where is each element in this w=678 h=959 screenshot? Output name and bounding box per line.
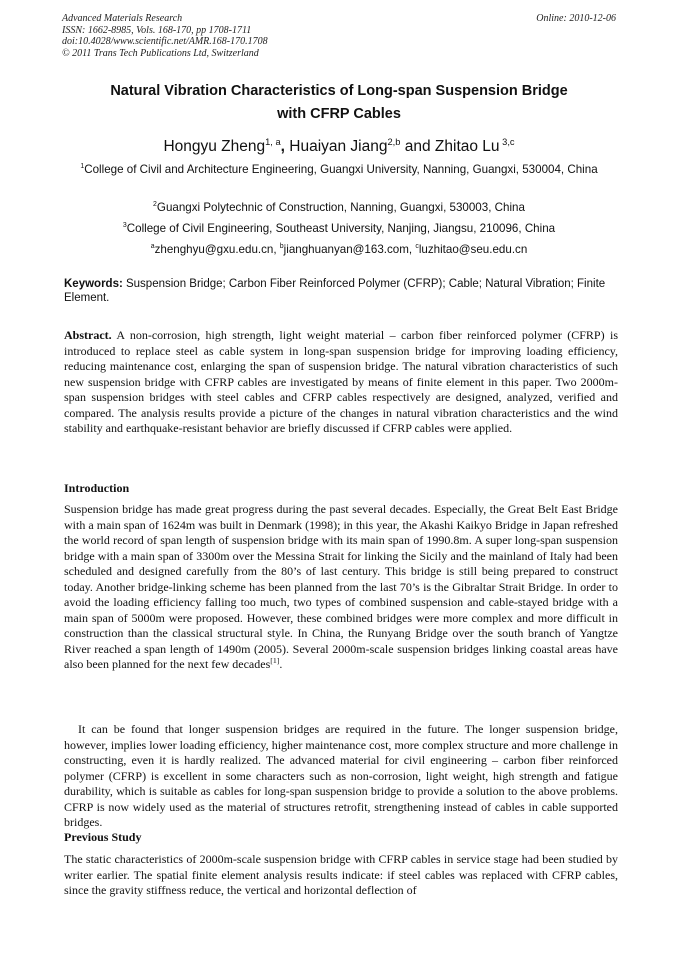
citation-ref[interactable]: [1] — [270, 656, 280, 665]
section-heading-introduction: Introduction — [64, 481, 130, 495]
affiliation-1-sup: 1 — [80, 163, 85, 171]
affiliation-3-text: College of Civil Engineering, Southeast University, Nanjing, Jiangsu, 210096, China — [126, 222, 556, 235]
affiliation-2-text: Guangxi Polytechnic of Construction, Nanning, Guangxi, 530003, China — [156, 201, 525, 214]
email-a-sup: a — [150, 243, 155, 251]
paper-title — [40, 80, 638, 126]
affiliation-1-text: College of Civil and Architecture Engineering, Guangxi University, Nanning, Guangxi, 530004, China — [84, 163, 598, 176]
keywords-label: Keywords: — [64, 278, 123, 290]
author-3: Zhitao Lu — [434, 138, 500, 155]
issn-line: ISSN: 1662-8985, Vols. 168-170, pp 1708-1711 — [62, 24, 252, 36]
affiliation-1 — [64, 163, 614, 177]
email-b-sup: b — [279, 243, 284, 251]
author-1-sup: 1, a — [265, 136, 281, 147]
affiliation-3 — [64, 222, 614, 236]
author-separator: , — [280, 138, 285, 155]
author-3-sup: 3,c — [499, 136, 515, 147]
section-heading-previous-study: Previous Study — [64, 830, 142, 844]
email-c-sup: c — [415, 243, 419, 251]
abstract-label: Abstract. — [64, 328, 112, 342]
title-line-1: Natural Vibration Characteristics of Long-span Suspension Bridge — [110, 83, 568, 99]
intro-paragraph-1-text: Suspension bridge has made great progress during the past several decades. Especially, the Great Belt East Bridge with a main span of 1624m was built in Denmark (1998); in this year, the Akashi Kaikyo Bridge in Japan refreshed the world record of span length of suspension bridge with its main span of 1990.8m. A super long-span suspension bridge with a main span of 3300m over the Messina Strait for linking the Sicily and the mainland of Italy had been scheduled and designed carefully from the 80’s of last century. This bridge is still being prepared to construct today. Another bridge-linking scheme has been planned from the last 70’s is the Gibraltar Strait Bridge. In order to avoid the loading efficiency falling too much, two types of combined suspension and cable-stayed bridge with a main span of 5000m were proposed. However, these combined bridges were more complex and more difficult in construction than the classical structural style. In China, the Runyang Bridge over the south branch of Yangtze River reached a span length of 1490m (2005). Several 2000m-scale suspension bridges linking coastal areas have also been planned for the next few decades — [64, 502, 618, 671]
journal-header — [62, 13, 622, 59]
copyright-line: © 2011 Trans Tech Publications Ltd, Switzerland — [62, 47, 259, 59]
author-2-sup: 2,b — [387, 136, 401, 147]
email-b[interactable]: jianghuanyan@163.com, — [283, 243, 416, 256]
affiliation-3-sup: 3 — [122, 222, 127, 230]
intro-paragraph-2: It can be found that longer suspension bridges are required in the future. The longer suspension bridge, however, implies lower loading efficiency, higher maintenance cost, more complex structure and more challenge in constructing, even it is hardly realized. The advanced material for civil engineering – carbon fiber reinforced polymer (CFRP) is excellent in some characters such as non-corrosion, light weight, high strength and fatigue durability, which is suitable as cables for long-span suspension bridge to provide a solution to the above problems. CFRP is now widely used as the material of structures retrofit, strengthening instead of cables in cable supported bridges. — [64, 722, 618, 829]
journal-name: Advanced Materials Research — [62, 13, 183, 24]
abstract-text: A non-corrosion, high strength, light weight material – carbon fiber reinforced polymer (CFRP) is introduced to replace steel as cable system in long-span suspension bridge for improving loading efficiency, reducing maintenance cost, enlarging the span of suspension bridge. The natural vibration characteristics of such new suspension bridge with CFRP cables are investigated by means of finite element in this paper. Two 2000m-span suspension bridges with steel cables and CFRP cables respectively are designed, analyzed, verified and compared. The analysis results provide a picture of the changes in natural vibration characteristics and the wind stability and earthquake-resistant behavior are briefly discussed if CFRP cables were applied. — [64, 328, 618, 435]
title-line-2: with CFRP Cables — [277, 106, 401, 122]
author-emails — [64, 243, 614, 257]
keywords — [64, 277, 618, 305]
affiliation-2-sup: 2 — [153, 201, 157, 209]
affiliation-2 — [64, 201, 614, 215]
author-list — [40, 138, 638, 156]
author-and: and — [400, 138, 435, 155]
email-c[interactable]: luzhitao@seu.edu.cn — [418, 243, 528, 256]
author-2: Huaiyan Jiang — [284, 138, 388, 155]
intro-paragraph-1-end: . — [279, 657, 283, 671]
intro-paragraph-1 — [64, 502, 618, 673]
online-date: Online: 2010-12-06 — [536, 13, 616, 24]
doi-line: doi:10.4028/www.scientific.net/AMR.168-170.1708 — [62, 36, 268, 47]
abstract — [64, 328, 618, 437]
previous-paragraph-1: The static characteristics of 2000m-scale suspension bridge with CFRP cables in service stage had been studied by writer earlier. The spatial finite element analysis results indicate: if steel cables was replaced with CFRP cables, since the gravity stiffness reduce, the vertical and horizontal deflection of — [64, 852, 618, 897]
keywords-text: Suspension Bridge; Carbon Fiber Reinforced Polymer (CFRP); Cable; Natural Vibration; Finite Element. — [64, 278, 606, 304]
email-a[interactable]: zhenghyu@gxu.edu.cn, — [154, 243, 280, 256]
author-1: Hongyu Zheng — [163, 138, 266, 155]
